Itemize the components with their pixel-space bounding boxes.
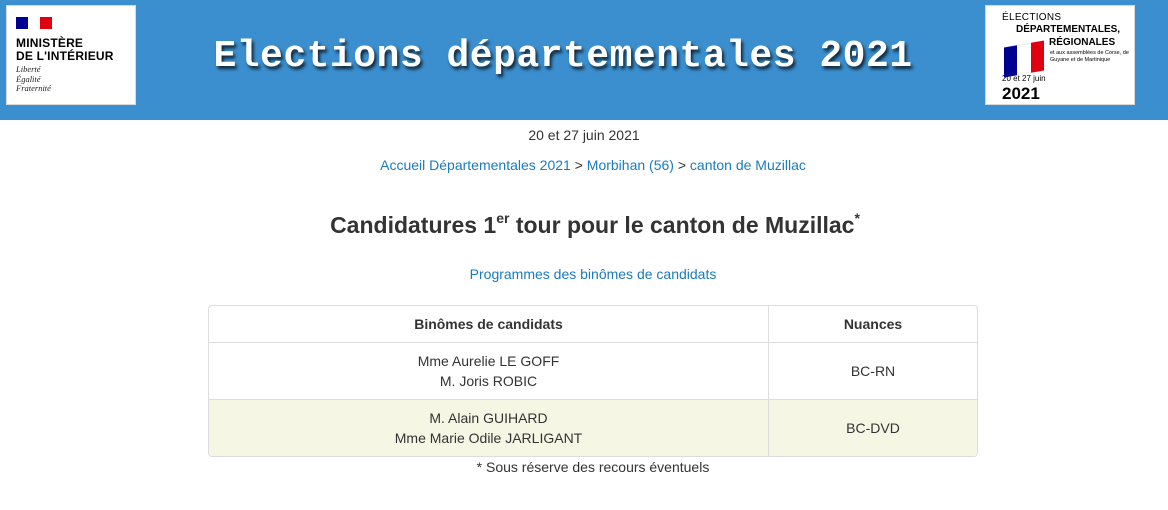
republic-motto [16,65,134,94]
table-row [209,400,977,456]
french-flag-icon [16,17,52,29]
logo-year: 2021 [1002,84,1040,103]
page-title-ordinal: er [496,210,510,226]
motto-fraternite: Fraternité [16,83,51,93]
candidate-name: M. Joris ROBIC [439,373,538,389]
ministry-name [16,37,134,63]
logo-assemblies-label: et aux assemblées de Corse, de Guyane et de Martinique [1050,50,1129,63]
logo-departementales-label: DÉPARTEMENTALES, [1016,24,1121,35]
page-title-text: Candidatures 1 [330,212,497,238]
table-header-row [209,306,977,343]
candidates-table [208,305,978,457]
breadcrumb-canton-link[interactable]: canton de Muzillac [689,157,806,173]
page-title [0,210,1168,240]
page-title-text-end: tour pour le canton de Muzillac [509,212,855,238]
waving-flag-icon [1004,40,1044,77]
footnote: * Sous réserve des recours éventuels [476,459,710,475]
header-banner [0,0,1168,120]
candidate-name: Mme Marie Odile JARLIGANT [394,430,583,446]
motto-egalite: Égalité [16,73,41,84]
breadcrumb [0,157,1168,173]
breadcrumb-department-link[interactable]: Morbihan (56) [586,157,674,173]
programmes-link[interactable]: Programmes des binômes de candidats [469,266,717,282]
column-header-candidates: Binômes de candidats [209,306,769,343]
candidate-name: M. Alain GUIHARD [429,410,548,426]
site-title: Elections départementales 2021 [213,35,913,78]
logo-dates: 20 et 27 juin [1002,74,1046,83]
election-dates: 20 et 27 juin 2021 [528,127,640,143]
candidates-cell [209,343,769,400]
logo-elections-label: ÉLECTIONS [1002,12,1062,23]
ministry-line-1: MINISTÈRE [16,36,84,50]
nuance-cell: BC-DVD [769,400,977,456]
breadcrumb-home-link[interactable]: Accueil Départementales 2021 [380,157,571,173]
ministry-logo[interactable] [6,5,136,105]
ministry-line-2: DE L'INTÉRIEUR [16,49,114,63]
candidates-cell [209,400,769,456]
page-title-asterisk: * [854,210,860,226]
motto-liberte: Liberté [16,64,41,74]
programmes-section [0,266,1168,282]
table-row [209,343,977,400]
logo-regionales-label: RÉGIONALES [1049,37,1116,48]
breadcrumb-separator: > [570,157,587,173]
column-header-nuances: Nuances [769,306,977,343]
nuance-cell: BC-RN [769,343,977,400]
breadcrumb-separator: > [673,157,690,173]
candidate-name: Mme Aurelie LE GOFF [417,353,560,369]
elections-2021-logo [985,5,1135,105]
